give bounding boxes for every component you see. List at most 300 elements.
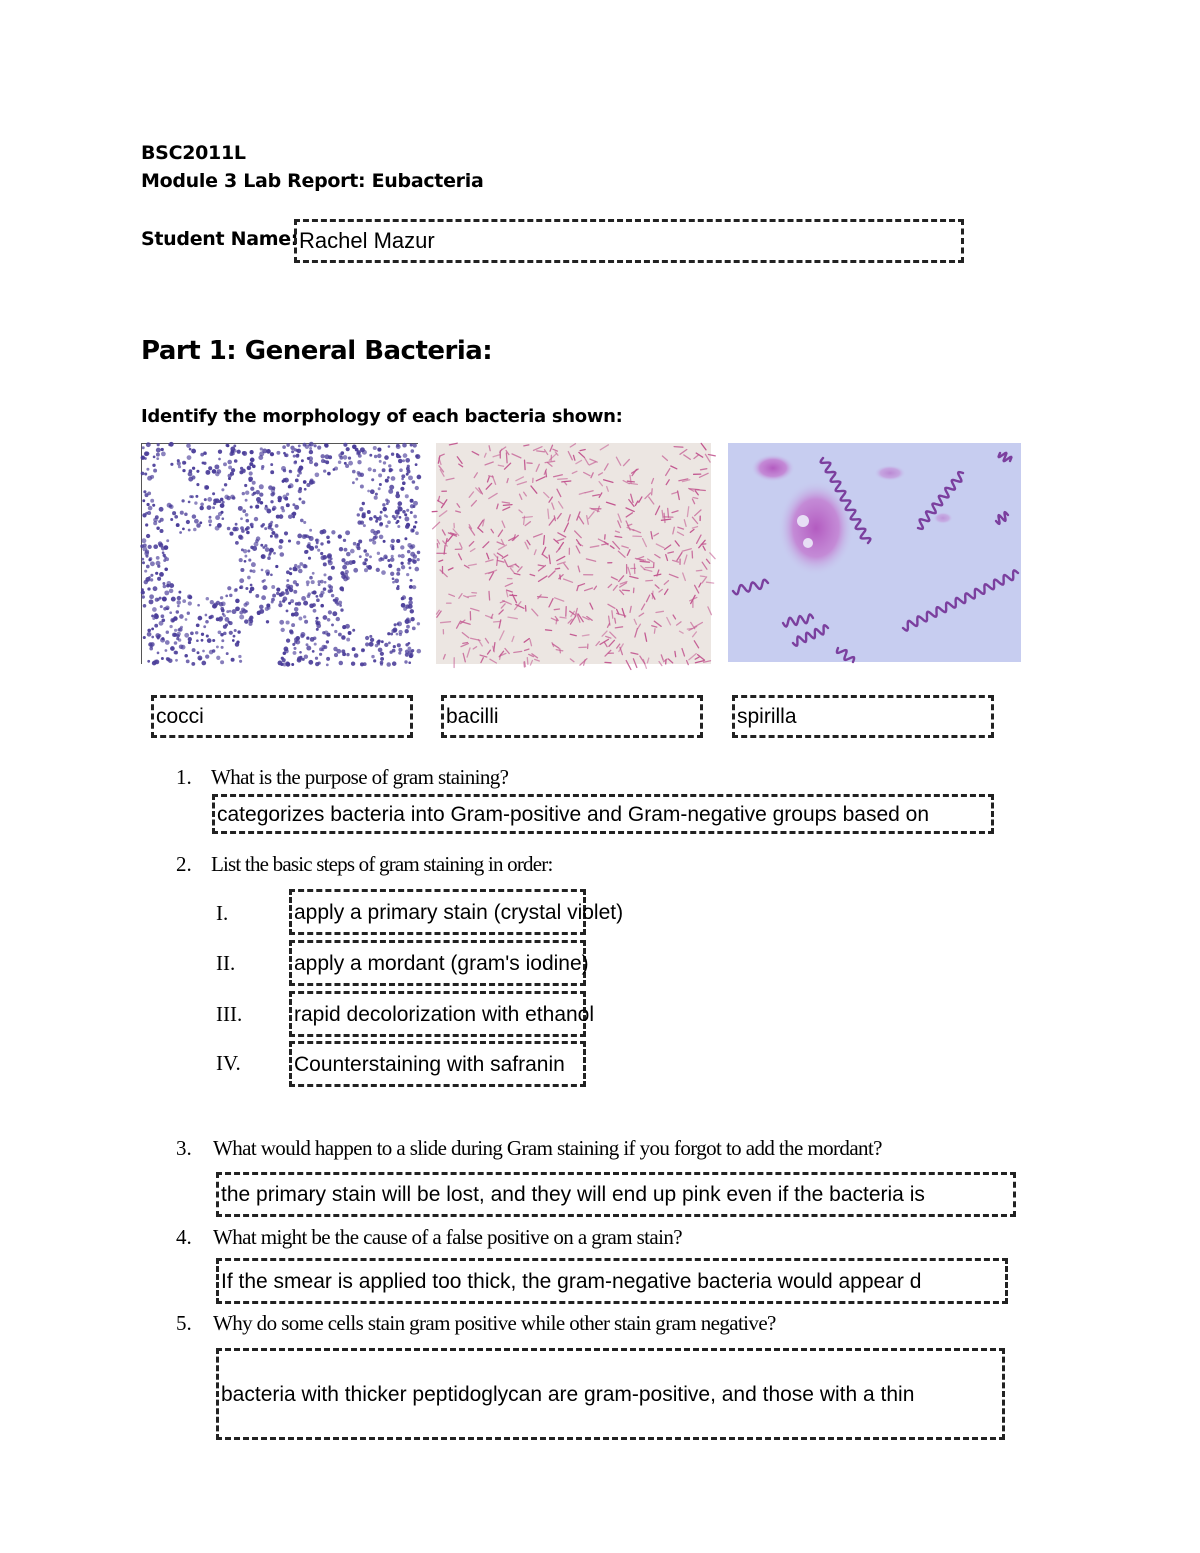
coccus-cell — [153, 586, 158, 591]
coccus-cell — [291, 513, 294, 516]
coccus-cell — [144, 472, 147, 475]
coccus-cell — [235, 523, 238, 526]
coccus-cell — [378, 648, 383, 653]
coccus-cell — [312, 481, 316, 485]
coccus-cell — [357, 513, 360, 516]
coccus-cell — [371, 478, 374, 481]
coccus-cell — [260, 544, 263, 547]
coccus-cell — [293, 590, 297, 594]
coccus-cell — [316, 542, 319, 545]
coccus-cell — [297, 474, 300, 477]
coccus-cell — [397, 621, 402, 626]
coccus-cell — [411, 544, 415, 548]
coccus-cell — [396, 444, 400, 448]
coccus-cell — [410, 617, 414, 621]
coccus-cell — [323, 562, 327, 566]
step-2-field[interactable]: apply a mordant (gram's iodine) — [289, 940, 586, 986]
coccus-cell — [327, 553, 332, 558]
coccus-cell — [245, 528, 248, 531]
coccus-cell — [157, 565, 160, 568]
coccus-cell — [151, 627, 154, 630]
coccus-cell — [339, 661, 343, 665]
coccus-cell — [396, 539, 400, 543]
coccus-cell — [417, 475, 422, 480]
coccus-cell — [240, 568, 244, 572]
bacillus-cell — [654, 629, 655, 633]
coccus-cell — [272, 506, 276, 510]
coccus-cell — [398, 507, 403, 512]
coccus-cell — [339, 586, 344, 591]
coccus-cell — [146, 503, 149, 506]
coccus-cell — [241, 529, 245, 533]
coccus-cell — [405, 604, 409, 608]
step-4-field[interactable]: Counterstaining with safranin — [289, 1041, 586, 1087]
cocci-answer-field[interactable]: cocci — [151, 695, 413, 738]
coccus-cell — [144, 570, 147, 573]
bacillus-cell — [503, 505, 512, 506]
q4-number: 4. — [176, 1225, 192, 1249]
coccus-cell — [187, 612, 190, 615]
coccus-cell — [308, 660, 313, 665]
coccus-cell — [401, 474, 405, 478]
coccus-cell — [160, 638, 165, 643]
coccus-cell — [304, 565, 308, 569]
coccus-cell — [341, 635, 346, 640]
q5-number: 5. — [176, 1311, 192, 1335]
coccus-cell — [339, 604, 342, 607]
coccus-cell — [382, 468, 386, 472]
coccus-cell — [179, 531, 182, 534]
bacillus-cell — [537, 451, 545, 452]
coccus-cell — [290, 599, 294, 603]
bacillus-cell — [546, 471, 547, 477]
coccus-cell — [393, 517, 396, 520]
coccus-cell — [198, 616, 203, 621]
coccus-cell — [415, 463, 418, 466]
coccus-cell — [240, 517, 243, 520]
coccus-cell — [143, 636, 146, 639]
coccus-cell — [363, 549, 367, 553]
coccus-cell — [219, 616, 223, 620]
q5-answer-field[interactable]: bacteria with thicker peptidoglycan are gram-positive, and those with a thin — [216, 1348, 1005, 1440]
coccus-cell — [191, 495, 194, 498]
q1-answer-field[interactable]: categorizes bacteria into Gram-positive and Gram-negative groups based on — [212, 794, 994, 834]
coccus-cell — [284, 497, 288, 501]
coccus-cell — [291, 623, 295, 627]
coccus-cell — [315, 545, 318, 548]
coccus-cell — [397, 568, 401, 572]
coccus-cell — [357, 472, 362, 477]
coccus-cell — [214, 464, 219, 469]
coccus-cell — [196, 623, 200, 627]
bacillus-cell — [489, 591, 490, 600]
coccus-cell — [145, 493, 149, 497]
coccus-cell — [212, 506, 215, 509]
coccus-cell — [385, 556, 388, 559]
coccus-cell — [188, 641, 191, 644]
coccus-cell — [326, 657, 330, 661]
coccus-cell — [247, 549, 250, 552]
coccus-cell — [312, 572, 315, 575]
coccus-cell — [282, 445, 286, 449]
coccus-cell — [190, 631, 194, 635]
coccus-cell — [338, 461, 341, 464]
bacilli-image — [436, 443, 711, 664]
coccus-cell — [389, 485, 394, 490]
coccus-cell — [238, 506, 243, 511]
coccus-cell — [157, 598, 160, 601]
coccus-cell — [154, 624, 158, 628]
coccus-cell — [212, 469, 217, 474]
coccus-cell — [260, 524, 263, 527]
coccus-cell — [250, 458, 255, 463]
q3-answer-field[interactable]: the primary stain will be lost, and they will end up pink even if the bacteria is — [216, 1172, 1016, 1217]
coccus-cell — [244, 619, 248, 623]
coccus-cell — [161, 657, 164, 660]
coccus-cell — [411, 649, 414, 652]
coccus-cell — [315, 472, 320, 477]
spirilla-micrograph — [728, 443, 1021, 662]
coccus-cell — [246, 519, 250, 523]
coccus-cell — [369, 454, 372, 457]
coccus-cell — [208, 466, 212, 470]
coccus-cell — [398, 652, 401, 655]
coccus-cell — [369, 539, 372, 542]
coccus-cell — [320, 591, 324, 595]
coccus-cell — [261, 554, 266, 559]
coccus-cell — [323, 469, 326, 472]
coccus-cell — [283, 597, 288, 602]
coccus-cell — [370, 529, 374, 533]
coccus-cell — [380, 511, 383, 514]
coccus-cell — [323, 645, 327, 649]
coccus-cell — [262, 546, 265, 549]
coccus-cell — [391, 453, 394, 456]
coccus-cell — [169, 611, 172, 614]
course-code: BSC2011L — [141, 142, 246, 164]
coccus-cell — [331, 623, 334, 626]
coccus-cell — [396, 587, 400, 591]
coccus-cell — [228, 465, 232, 469]
coccus-cell — [288, 539, 291, 542]
coccus-cell — [413, 525, 416, 528]
coccus-cell — [179, 614, 184, 619]
coccus-cell — [248, 622, 252, 626]
coccus-cell — [250, 587, 255, 592]
coccus-cell — [315, 539, 318, 542]
coccus-cell — [204, 498, 207, 501]
coccus-cell — [341, 649, 345, 653]
coccus-cell — [194, 501, 197, 504]
coccus-cell — [346, 552, 351, 557]
coccus-cell — [252, 570, 256, 574]
coccus-cell — [355, 448, 359, 452]
coccus-cell — [238, 535, 243, 540]
coccus-cell — [209, 524, 212, 527]
bacillus-cell — [556, 619, 557, 624]
coccus-cell — [406, 625, 410, 629]
coccus-cell — [271, 601, 274, 604]
bacillus-cell — [622, 590, 629, 591]
coccus-cell — [410, 609, 414, 613]
coccus-cell — [328, 576, 333, 581]
coccus-cell — [377, 552, 380, 555]
coccus-cell — [412, 560, 416, 564]
coccus-cell — [320, 454, 324, 458]
coccus-cell — [311, 591, 314, 594]
coccus-cell — [141, 595, 144, 598]
coccus-cell — [289, 470, 292, 473]
coccus-cell — [351, 662, 355, 666]
coccus-cell — [250, 487, 254, 491]
coccus-cell — [405, 650, 409, 654]
coccus-cell — [334, 653, 338, 657]
coccus-cell — [145, 451, 149, 455]
coccus-cell — [300, 634, 304, 638]
coccus-cell — [286, 579, 289, 582]
coccus-cell — [152, 607, 157, 612]
coccus-cell — [238, 655, 241, 658]
coccus-cell — [352, 481, 355, 484]
coccus-cell — [401, 597, 404, 600]
coccus-cell — [379, 522, 383, 526]
coccus-cell — [383, 540, 386, 543]
step-3-field[interactable]: rapid decolorization with ethanol — [289, 991, 586, 1037]
coccus-cell — [369, 517, 373, 521]
coccus-cell — [233, 444, 236, 447]
bacillus-cell — [664, 513, 665, 522]
step-1-field[interactable]: apply a primary stain (crystal violet) — [289, 889, 586, 935]
coccus-cell — [243, 603, 247, 607]
coccus-cell — [333, 599, 336, 602]
coccus-cell — [384, 643, 388, 647]
coccus-cell — [293, 455, 296, 458]
coccus-cell — [176, 610, 179, 613]
coccus-cell — [146, 534, 150, 538]
coccus-cell — [394, 578, 399, 583]
coccus-cell — [197, 651, 200, 654]
coccus-cell — [165, 640, 170, 645]
coccus-cell — [371, 655, 374, 658]
coccus-cell — [313, 637, 316, 640]
coccus-cell — [409, 585, 413, 589]
coccus-cell — [279, 601, 282, 604]
q4-answer-field[interactable]: If the smear is applied too thick, the gram-negative bacteria would appear d — [216, 1258, 1008, 1304]
coccus-cell — [415, 531, 419, 535]
bacillus-cell — [675, 651, 676, 656]
coccus-cell — [251, 525, 254, 528]
coccus-cell — [338, 601, 342, 605]
coccus-cell — [145, 550, 149, 554]
coccus-cell — [165, 649, 168, 652]
coccus-cell — [176, 634, 180, 638]
coccus-cell — [320, 580, 324, 584]
coccus-cell — [405, 619, 410, 624]
coccus-cell — [150, 578, 153, 581]
coccus-cell — [257, 501, 260, 504]
coccus-cell — [402, 443, 407, 448]
coccus-cell — [153, 521, 157, 525]
coccus-cell — [399, 516, 402, 519]
coccus-cell — [303, 480, 307, 484]
q2-text: List the basic steps of gram staining in order: — [211, 852, 553, 876]
coccus-cell — [280, 663, 283, 666]
coccus-cell — [417, 649, 422, 654]
coccus-cell — [239, 586, 242, 589]
coccus-cell — [372, 540, 376, 544]
coccus-cell — [328, 610, 332, 614]
coccus-cell — [299, 562, 303, 566]
coccus-cell — [271, 528, 274, 531]
coccus-cell — [287, 586, 290, 589]
coccus-cell — [313, 609, 317, 613]
coccus-cell — [412, 443, 416, 447]
coccus-cell — [289, 572, 292, 575]
coccus-cell — [413, 515, 417, 519]
coccus-cell — [177, 605, 180, 608]
coccus-cell — [182, 461, 186, 465]
coccus-cell — [318, 662, 321, 665]
coccus-cell — [306, 646, 311, 651]
coccus-cell — [261, 569, 264, 572]
coccus-cell — [222, 517, 225, 520]
coccus-cell — [334, 630, 337, 633]
coccus-cell — [316, 598, 320, 602]
bacillus-cell — [463, 643, 468, 644]
coccus-cell — [376, 568, 380, 572]
coccus-cell — [393, 645, 396, 648]
coccus-cell — [207, 497, 212, 502]
coccus-cell — [389, 469, 392, 472]
coccus-cell — [164, 568, 168, 572]
coccus-cell — [387, 476, 390, 479]
coccus-cell — [415, 454, 420, 459]
coccus-cell — [398, 459, 402, 463]
coccus-cell — [354, 653, 359, 658]
coccus-cell — [306, 584, 309, 587]
coccus-cell — [319, 653, 322, 656]
coccus-cell — [306, 643, 309, 646]
coccus-cell — [220, 503, 225, 508]
coccus-cell — [276, 588, 280, 592]
coccus-cell — [218, 450, 222, 454]
coccus-cell — [299, 487, 303, 491]
coccus-cell — [345, 570, 349, 574]
bacillus-cell — [562, 481, 571, 482]
coccus-cell — [322, 529, 327, 534]
q3-text: What would happen to a slide during Gram staining if you forgot to add the mordant? — [213, 1136, 882, 1160]
coccus-cell — [404, 517, 409, 522]
coccus-cell — [178, 465, 181, 468]
coccus-cell — [294, 505, 299, 510]
coccus-cell — [320, 552, 323, 555]
coccus-cell — [220, 511, 223, 514]
coccus-cell — [201, 639, 204, 642]
cocci-image — [142, 444, 419, 665]
step-2-number: II. — [216, 951, 236, 975]
coccus-cell — [174, 651, 178, 655]
coccus-cell — [169, 505, 172, 508]
coccus-cell — [402, 481, 406, 485]
coccus-cell — [408, 642, 411, 645]
coccus-cell — [158, 520, 161, 523]
bacilli-answer-field[interactable]: bacilli — [441, 695, 703, 738]
coccus-cell — [303, 521, 306, 524]
coccus-cell — [399, 456, 402, 459]
coccus-cell — [415, 521, 418, 524]
coccus-cell — [236, 640, 239, 643]
coccus-cell — [323, 587, 327, 591]
coccus-cell — [294, 460, 297, 463]
coccus-cell — [387, 632, 390, 635]
coccus-cell — [232, 639, 235, 642]
bacillus-cell — [525, 460, 526, 469]
coccus-cell — [283, 478, 287, 482]
coccus-cell — [212, 639, 215, 642]
coccus-cell — [330, 589, 333, 592]
coccus-cell — [323, 615, 328, 620]
coccus-cell — [365, 642, 369, 646]
coccus-cell — [288, 485, 291, 488]
bacillus-cell — [696, 570, 701, 571]
coccus-cell — [206, 634, 209, 637]
coccus-cell — [220, 596, 223, 599]
coccus-cell — [267, 556, 271, 560]
coccus-cell — [406, 573, 409, 576]
coccus-cell — [270, 492, 274, 496]
coccus-cell — [343, 539, 346, 542]
coccus-cell — [192, 467, 195, 470]
coccus-cell — [151, 636, 154, 639]
coccus-cell — [314, 444, 317, 447]
part1-heading: Part 1: General Bacteria: — [141, 336, 493, 366]
coccus-cell — [359, 507, 363, 511]
coccus-cell — [344, 462, 347, 465]
coccus-cell — [156, 448, 161, 453]
coccus-cell — [297, 658, 302, 663]
coccus-cell — [156, 527, 159, 530]
spirilla-answer-field[interactable]: spirilla — [732, 695, 994, 738]
q2-number: 2. — [176, 852, 192, 876]
coccus-cell — [225, 595, 228, 598]
coccus-cell — [364, 568, 368, 572]
coccus-cell — [357, 543, 360, 546]
coccus-cell — [272, 594, 276, 598]
coccus-cell — [285, 453, 289, 457]
coccus-cell — [205, 654, 209, 658]
coccus-cell — [296, 449, 299, 452]
coccus-cell — [234, 629, 237, 632]
coccus-cell — [206, 597, 209, 600]
coccus-cell — [309, 546, 314, 551]
coccus-cell — [266, 620, 269, 623]
coccus-cell — [375, 535, 378, 538]
coccus-cell — [326, 535, 330, 539]
coccus-cell — [208, 519, 212, 523]
coccus-cell — [314, 462, 318, 466]
coccus-cell — [400, 554, 404, 558]
coccus-cell — [381, 640, 384, 643]
coccus-cell — [284, 531, 288, 535]
step-3-number: III. — [216, 1002, 243, 1026]
coccus-cell — [321, 459, 325, 463]
q3-number: 3. — [176, 1136, 192, 1160]
coccus-cell — [177, 596, 181, 600]
coccus-cell — [300, 519, 304, 523]
coccus-cell — [377, 448, 381, 452]
student-name-field[interactable]: Rachel Mazur — [294, 219, 964, 263]
coccus-cell — [182, 469, 185, 472]
